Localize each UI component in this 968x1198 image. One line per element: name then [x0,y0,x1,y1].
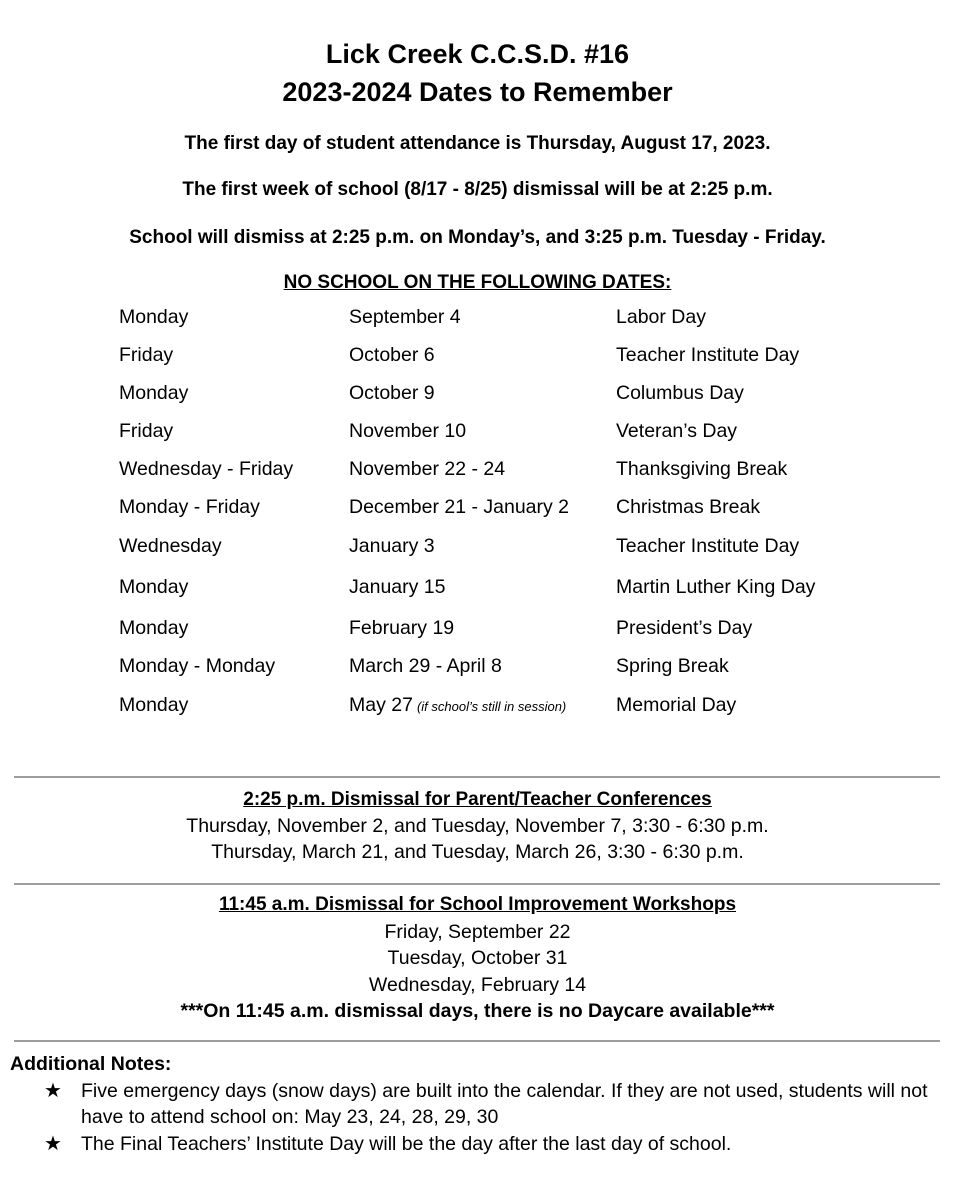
daycare-warning: ***On 11:45 a.m. dismissal days, there is no Daycare available*** [180,1000,775,1022]
intro-first-day: The first day of student attendance is Thursday, August 17, 2023. [184,133,771,154]
row-reason: Spring Break [616,655,729,677]
workshop-date: Friday, September 22 [384,921,571,943]
workshop-date: Tuesday, October 31 [387,947,568,969]
workshops-heading-text: 11:45 a.m. Dismissal for School Improvement Workshops [218,894,737,915]
row-reason: President’s Day [616,617,753,639]
row-day: Friday [119,344,174,366]
document-title: Lick Creek C.C.S.D. #16 [325,39,630,69]
note-item [44,1078,944,1130]
table-row [0,302,955,332]
table-row [0,690,955,720]
row-day: Monday [119,382,189,404]
section-divider [14,1040,940,1042]
conferences-line: Thursday, November 2, and Tuesday, November 7, 3:30 - 6:30 p.m. [186,815,769,837]
table-row [0,378,955,408]
row-day: Monday [119,694,189,716]
row-day: Friday [119,420,174,442]
star-icon: ★ [44,1080,62,1102]
section-divider [14,883,940,885]
table-row [0,340,955,370]
row-date: March 29 - April 8 [349,655,502,677]
row-day: Wednesday [119,535,222,557]
workshops-heading [0,893,955,917]
row-day: Monday - Friday [119,496,260,518]
row-day: Monday - Monday [119,655,276,677]
row-day: Monday [119,306,189,328]
document-subtitle: 2023-2024 Dates to Remember [282,77,673,107]
row-day: Monday [119,576,189,598]
row-date: October 9 [349,382,435,404]
table-row [0,531,955,561]
section-divider [14,776,940,778]
note-item [44,1131,944,1157]
row-reason: Labor Day [616,306,706,328]
row-reason: Memorial Day [616,694,737,716]
row-date-note: (if school’s still in session) [416,699,567,714]
row-date: January 3 [349,535,435,557]
row-date: January 15 [349,576,446,598]
row-date [349,690,566,722]
row-reason: Thanksgiving Break [616,458,788,480]
intro-first-week: The first week of school (8/17 - 8/25) dismissal will be at 2:25 p.m. [182,179,773,200]
row-reason: Teacher Institute Day [616,344,800,366]
no-school-heading [0,271,955,295]
conferences-heading-text: 2:25 p.m. Dismissal for Parent/Teacher Conferences [243,789,712,810]
row-reason: Columbus Day [616,382,744,404]
row-date: September 4 [349,306,461,328]
workshop-date: Wednesday, February 14 [368,974,587,996]
table-row [0,416,955,446]
intro-dismissal-times: School will dismiss at 2:25 p.m. on Monday’s, and 3:25 p.m. Tuesday - Friday. [129,227,826,248]
table-row [0,454,955,484]
row-date: November 22 - 24 [349,458,506,480]
conferences-line: Thursday, March 21, and Tuesday, March 26, 3:30 - 6:30 p.m. [211,841,744,863]
row-day: Monday [119,617,189,639]
row-reason: Christmas Break [616,496,761,518]
no-school-heading-text: NO SCHOOL ON THE FOLLOWING DATES: [283,272,672,293]
row-date: November 10 [349,420,467,442]
row-reason: Veteran’s Day [616,420,738,442]
additional-notes-heading: Additional Notes: [10,1053,172,1075]
table-row [0,651,955,681]
row-date: December 21 - January 2 [349,496,570,518]
row-date: October 6 [349,344,435,366]
row-reason: Martin Luther King Day [616,576,816,598]
row-date: February 19 [349,617,455,639]
table-row [0,613,955,643]
note-text: Five emergency days (snow days) are built into the calendar. If they are not used, students will not have to attend school on: May 23, 24, 28, 29, 30 [81,1080,928,1128]
table-row [0,492,955,522]
row-day: Wednesday - Friday [119,458,294,480]
table-row [0,572,955,602]
conferences-heading [0,788,955,812]
row-reason: Teacher Institute Day [616,535,800,557]
star-icon: ★ [44,1133,62,1155]
row-date-text: May 27 [349,694,413,716]
note-text: The Final Teachers’ Institute Day will be the day after the last day of school. [81,1133,732,1155]
